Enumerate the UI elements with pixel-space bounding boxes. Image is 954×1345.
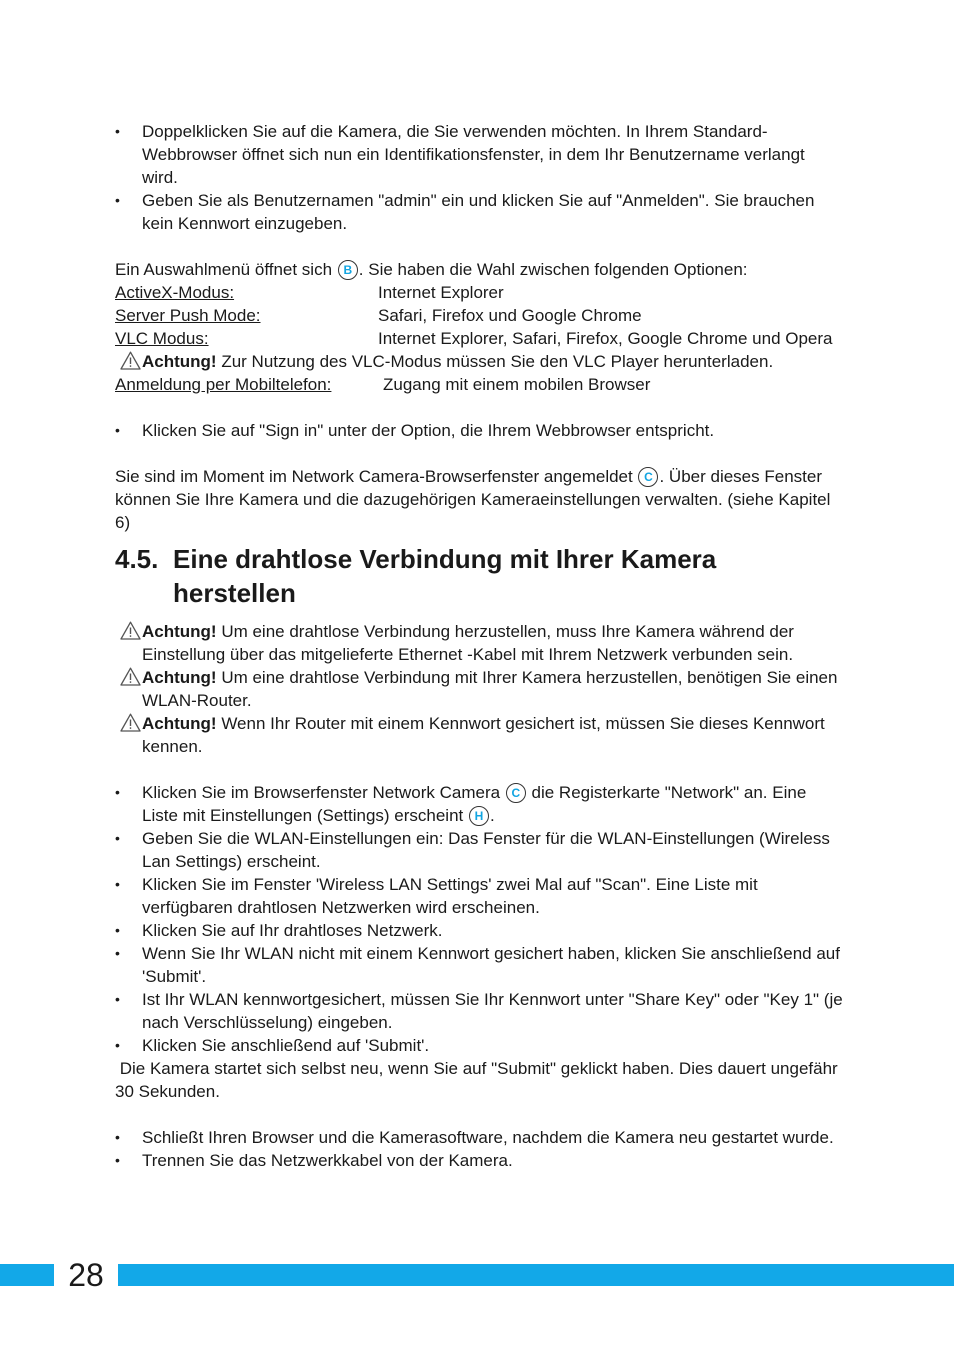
warning-label: Achtung! — [142, 668, 217, 687]
restart-note: Die Kamera startet sich selbst neu, wenn Sie auf "Submit" geklickt haben. Dies dauert ungefähr 30 Sekunden. — [115, 1059, 843, 1101]
step-text: . — [490, 806, 495, 825]
warning-text: Wenn Ihr Router mit einem Kennwort gesichert ist, müssen Sie dieses Kennwort kennen. — [142, 714, 825, 756]
marker-b-icon: B — [338, 260, 358, 280]
menu-intro-text: Ein Auswahlmenü öffnet sich — [115, 260, 333, 279]
list-item: • Klicken Sie im Fenster 'Wireless LAN Settings' zwei Mal auf "Scan". Eine Liste mit verfügbaren drahtlosen Netzwerken wird erscheinen. — [115, 873, 845, 919]
list-item: • Klicken Sie anschließend auf 'Submit'. — [115, 1034, 845, 1057]
warning-label: Achtung! — [142, 622, 217, 641]
option-row-server-push — [115, 304, 845, 327]
option-row-mobile — [115, 373, 845, 396]
intro-bullet-list — [115, 120, 845, 235]
vlc-warning — [115, 350, 845, 373]
section-heading — [115, 542, 845, 610]
list-item — [115, 781, 845, 827]
wireless-warning-2 — [115, 666, 845, 712]
menu-intro — [115, 258, 845, 281]
list-item: • Ist Ihr WLAN kennwortgesichert, müssen Sie Ihr Kennwort unter "Share Key" oder "Key 1" (je nach Verschlüsselung) eingeben. — [115, 988, 845, 1034]
final-bullet-list — [115, 1126, 845, 1172]
page-number: 28 — [68, 1257, 104, 1293]
warning-text: Zur Nutzung des VLC-Modus müssen Sie den VLC Player herunterladen. — [216, 352, 774, 371]
warning-triangle-icon — [120, 667, 141, 686]
logged-in-paragraph — [115, 465, 845, 534]
list-item: • Geben Sie als Benutzernamen "admin" ein und klicken Sie auf "Anmelden". Sie brauchen kein Kennwort einzugeben. — [115, 189, 845, 235]
list-item: • Wenn Sie Ihr WLAN nicht mit einem Kennwort gesichert haben, klicken Sie anschließend auf 'Submit'. — [115, 942, 845, 988]
wireless-warning-1 — [115, 620, 845, 666]
option-key: Anmeldung per Mobiltelefon: — [115, 375, 332, 394]
warning-text: Um eine drahtlose Verbindung herzustellen, muss Ihre Kamera während der Einstellung über das mitgelieferte Ethernet -Kabel mit Ihrem Netzwerk verbunden sein. — [142, 622, 794, 664]
warning-label: Achtung! — [142, 352, 217, 371]
section-title: Eine drahtlose Verbindung mit Ihrer Kamera herstellen — [173, 544, 717, 608]
list-item: • Geben Sie die WLAN-Einstellungen ein: Das Fenster für die WLAN-Einstellungen (Wireless Lan Settings) erscheint. — [115, 827, 845, 873]
logged-in-text: Sie sind im Moment im Network Camera-Browserfenster angemeldet — [115, 467, 633, 486]
option-value: Safari, Firefox und Google Chrome — [378, 306, 642, 325]
signin-bullet-list — [115, 419, 845, 442]
list-item: • Doppelklicken Sie auf die Kamera, die Sie verwenden möchten. In Ihrem Standard-Webbrowser öffnet sich nun ein Identifikationsfenster, in dem Ihr Benutzername verlangt wird. — [115, 120, 845, 189]
menu-intro-text-after: . Sie haben die Wahl zwischen folgenden Optionen: — [358, 260, 748, 279]
option-value: Internet Explorer — [378, 283, 504, 302]
warning-triangle-icon — [120, 713, 141, 732]
logged-in-text-after: . Über dieses Fenster können Sie Ihre Kamera und die dazugehörigen Kameraeinstellungen verwalten. (siehe Kapitel 6) — [115, 467, 831, 532]
list-item: • Klicken Sie auf Ihr drahtloses Netzwerk. — [115, 919, 845, 942]
warning-triangle-icon — [120, 621, 141, 640]
option-row-vlc — [115, 327, 845, 350]
option-value: Internet Explorer, Safari, Firefox, Google Chrome und Opera — [378, 329, 833, 348]
option-key: Server Push Mode: — [115, 306, 261, 325]
marker-c-icon: C — [506, 783, 526, 803]
list-item: • Schließt Ihren Browser und die Kamerasoftware, nachdem die Kamera neu gestartet wurde. — [115, 1126, 845, 1149]
step-text: die Registerkarte "Network" an. Eine Liste mit Einstellungen (Settings) erscheint — [142, 783, 807, 825]
list-item: • Klicken Sie auf "Sign in" unter der Option, die Ihrem Webbrowser entspricht. — [115, 419, 845, 442]
warning-label: Achtung! — [142, 714, 217, 733]
option-key: VLC Modus: — [115, 329, 209, 348]
step-text: Klicken Sie im Browserfenster Network Camera — [142, 783, 501, 802]
footer-bar — [0, 1264, 954, 1286]
list-item: • Trennen Sie das Netzwerkkabel von der Kamera. — [115, 1149, 845, 1172]
section-number: 4.5. — [115, 544, 159, 574]
warning-text: Um eine drahtlose Verbindung mit Ihrer Kamera herzustellen, benötigen Sie einen WLAN-Router. — [142, 668, 838, 710]
marker-c-icon: C — [638, 467, 658, 487]
marker-h-icon: H — [469, 806, 489, 826]
warning-triangle-icon — [120, 351, 141, 370]
option-value: Zugang mit einem mobilen Browser — [383, 375, 651, 394]
steps-bullet-list — [115, 781, 845, 1057]
page-content — [115, 120, 845, 1172]
wireless-warning-3 — [115, 712, 845, 758]
option-row-activex — [115, 281, 845, 304]
option-key: ActiveX-Modus: — [115, 283, 235, 302]
